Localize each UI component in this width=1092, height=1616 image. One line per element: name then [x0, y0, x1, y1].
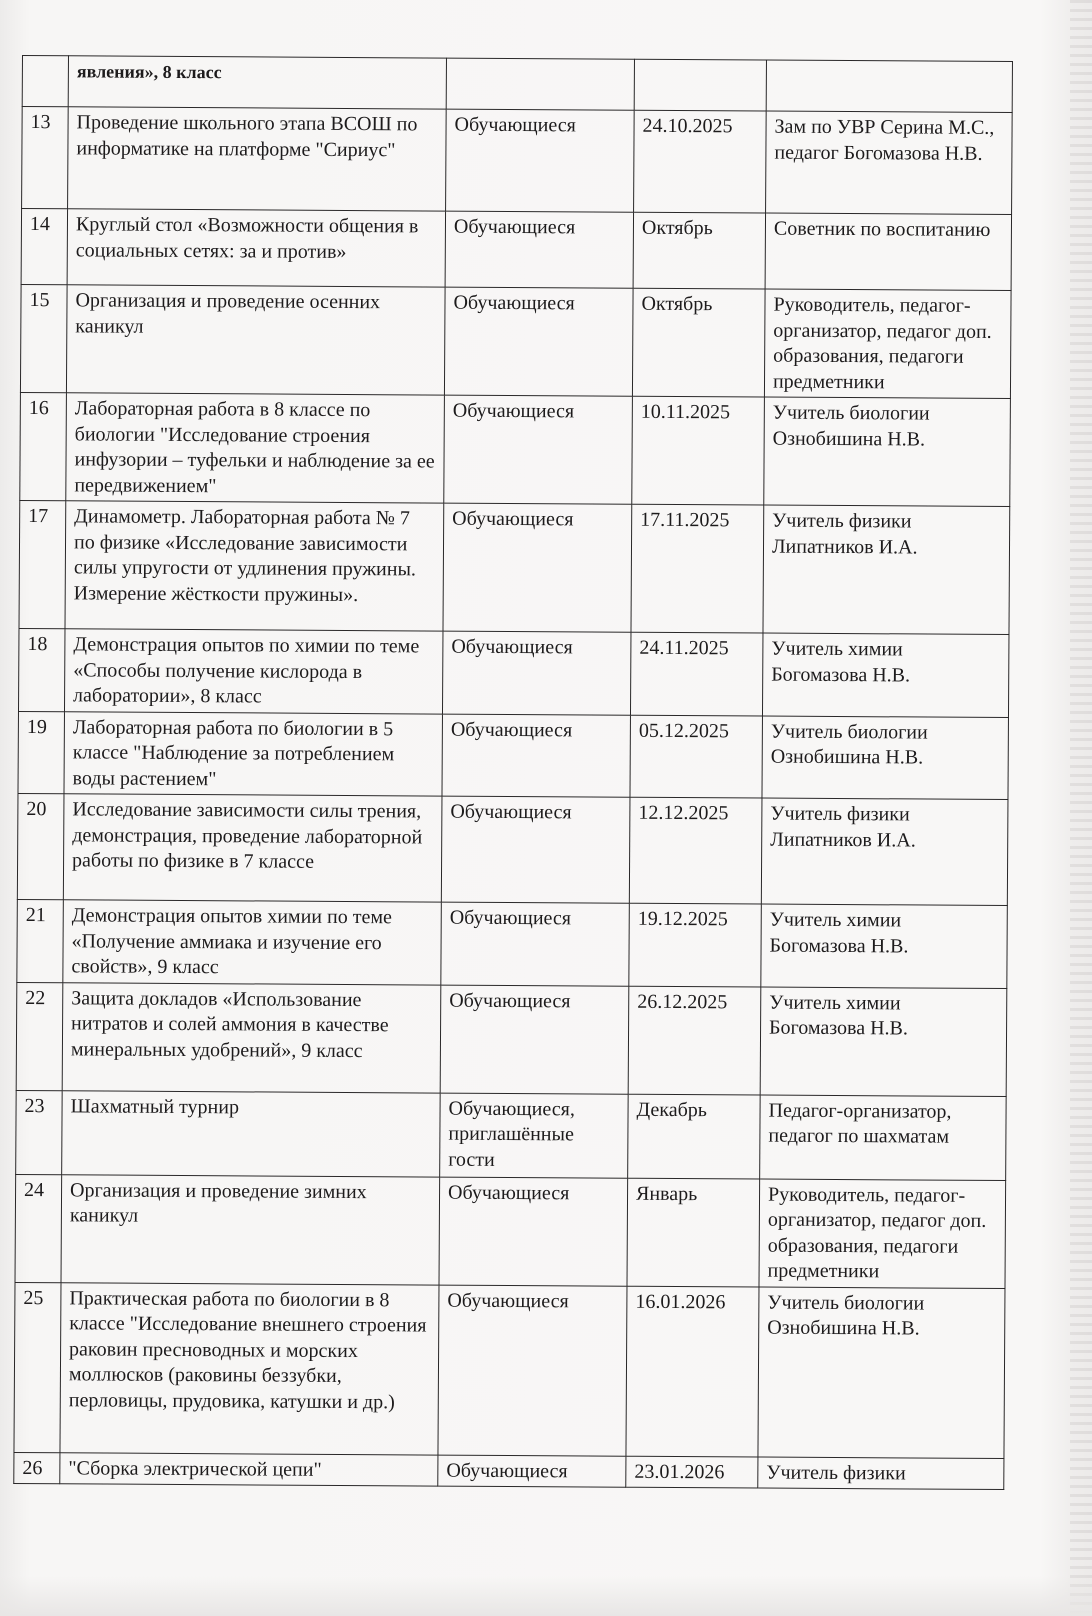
cell-responsible: Руководитель, педагог-организатор, педагог доп. образования, педагоги предметники: [759, 1179, 1006, 1289]
cell-name: "Сборка электрической цепи": [60, 1452, 438, 1486]
cell-participants: Обучающиеся: [446, 109, 635, 212]
cell-num: 22: [16, 982, 63, 1090]
table-row: [17, 793, 1008, 905]
cell-num: [22, 56, 68, 107]
cell-participants: [446, 58, 634, 110]
cell-num: 23: [16, 1090, 63, 1174]
cell-name: Демонстрация опытов по химии по теме «Способы получение кислорода в лаборатории», 8 класс: [64, 629, 442, 714]
cell-date: Январь: [627, 1178, 760, 1287]
cell-participants: Обучающиеся: [443, 503, 632, 632]
cell-responsible: Учитель физики Липатников И.А.: [761, 798, 1008, 906]
cell-name: Лабораторная работа в 8 классе по биологии "Исследование строения инфузории – туфельки и наблюдение за ее передвижением": [66, 393, 445, 503]
cell-participants: Обучающиеся: [442, 714, 631, 798]
cell-num: 24: [15, 1174, 62, 1282]
cell-participants: Обучающиеся, приглашённые гости: [440, 1093, 629, 1178]
table-row: [18, 628, 1008, 717]
activity-plan-table: [13, 55, 1013, 1490]
cell-participants: Обучающиеся: [445, 211, 633, 288]
cell-name: Динамометр. Лабораторная работа № 7 по физике «Исследование зависимости силы упругости от удлинения пружины. Измерение жёсткости пружины».: [65, 501, 444, 631]
table-row: [22, 107, 1013, 215]
cell-responsible: Учитель химии Богомазова Н.В.: [760, 987, 1007, 1097]
cell-name: Лабораторная работа по биологии в 5 классе "Наблюдение за потреблением воды растением": [64, 711, 442, 796]
cell-name: Шахматный турнир: [62, 1090, 441, 1176]
cell-num: 16: [20, 392, 67, 500]
table-row: [16, 1090, 1006, 1180]
cell-date: Октябрь: [633, 212, 765, 289]
cell-responsible: Советник по воспитанию: [765, 213, 1011, 291]
cell-num: 17: [19, 500, 66, 628]
cell-date: 19.12.2025: [629, 903, 762, 986]
cell-date: 10.11.2025: [632, 396, 765, 505]
cell-responsible: Учитель биологии Ознобишина Н.В.: [764, 397, 1011, 507]
table-row: [16, 982, 1007, 1096]
table-row: [14, 1282, 1005, 1458]
cell-responsible: Учитель химии Богомазова Н.В.: [762, 633, 1008, 717]
cell-num: 18: [18, 628, 65, 711]
cell-participants: Обучающиеся: [439, 1177, 628, 1286]
cell-name: Практическая работа по биологии в 8 классе "Исследование внешнего строения раковин пресноводных и морских моллюсков (раковины беззубки, перловицы, прудовика, катушки и др.): [60, 1282, 439, 1454]
cell-name: Исследование зависимости силы трения, демонстрация, проведение лабораторной работы по физике в 7 классе: [63, 794, 442, 902]
cell-responsible: [766, 60, 1012, 113]
cell-name: явления», 8 класс: [68, 56, 446, 109]
cell-num: 26: [14, 1452, 60, 1484]
cell-num: 21: [17, 899, 64, 982]
cell-num: 19: [18, 711, 65, 794]
cell-date: [634, 59, 766, 111]
cell-date: Октябрь: [632, 288, 765, 397]
cell-responsible: Руководитель, педагог-организатор, педагог доп. образования, педагоги предметники: [764, 289, 1011, 399]
cell-date: 24.11.2025: [630, 632, 763, 715]
cell-responsible: Педагог-организатор, педагог по шахматам: [760, 1095, 1007, 1181]
cell-date: 16.01.2026: [626, 1286, 759, 1457]
cell-responsible: Учитель биологии Ознобишина Н.В.: [762, 716, 1008, 800]
table-row: [21, 209, 1011, 291]
cell-responsible: Учитель химии Богомазова Н.В.: [761, 904, 1007, 988]
page-bottom-shadow: [0, 1576, 1092, 1616]
cell-date: 24.10.2025: [634, 110, 767, 213]
cell-date: 26.12.2025: [628, 986, 761, 1095]
cell-participants: Обучающиеся: [444, 395, 633, 504]
cell-participants: Обучающиеся: [438, 1455, 626, 1488]
cell-participants: Обучающиеся: [438, 1285, 627, 1456]
cell-num: 14: [21, 209, 67, 285]
cell-responsible: Зам по УВР Серина М.С., педагог Богомазова Н.В.: [766, 111, 1013, 215]
cell-name: Организация и проведение зимних каникул: [61, 1174, 440, 1284]
cell-name: Организация и проведение осенних каникул: [66, 285, 445, 395]
table-row: [17, 899, 1007, 988]
cell-num: 13: [22, 107, 69, 209]
table-row: [18, 711, 1008, 800]
table-row: [20, 392, 1011, 506]
cell-name: Демонстрация опытов химии по теме «Получение аммиака и изучение его свойств», 9 класс: [63, 900, 441, 985]
table-row: [19, 500, 1010, 634]
table-row: [20, 284, 1011, 398]
cell-participants: Обучающиеся: [441, 796, 630, 903]
table-row: [15, 1174, 1006, 1288]
cell-responsible: Учитель биологии Ознобишина Н.В.: [758, 1287, 1005, 1458]
cell-responsible: Учитель физики Липатников И.А.: [763, 505, 1010, 635]
cell-num: 25: [14, 1282, 61, 1452]
cell-date: 12.12.2025: [629, 797, 762, 904]
cell-participants: Обучающиеся: [442, 631, 631, 715]
cell-participants: Обучающиеся: [441, 902, 630, 986]
cell-participants: Обучающиеся: [440, 985, 629, 1094]
table-row: [14, 1452, 1004, 1490]
cell-date: Декабрь: [628, 1094, 761, 1179]
cell-date: 05.12.2025: [630, 715, 763, 798]
cell-num: 15: [20, 284, 67, 392]
cell-date: 23.01.2026: [626, 1456, 758, 1488]
cell-responsible: Учитель физики: [758, 1457, 1004, 1490]
table-row-continuation: [22, 56, 1012, 113]
cell-num: 20: [17, 793, 64, 899]
page-edge-shadow: [1070, 0, 1092, 1616]
cell-name: Защита докладов «Использование нитратов и солей аммония в качестве минеральных удобрений», 9 класс: [62, 982, 441, 1092]
cell-name: Проведение школьного этапа ВСОШ по информатике на платформе "Сириус": [68, 107, 447, 211]
cell-participants: Обучающиеся: [444, 287, 633, 396]
cell-date: 17.11.2025: [631, 504, 764, 633]
cell-name: Круглый стол «Возможности общения в социальных сетях: за и против»: [67, 209, 445, 287]
